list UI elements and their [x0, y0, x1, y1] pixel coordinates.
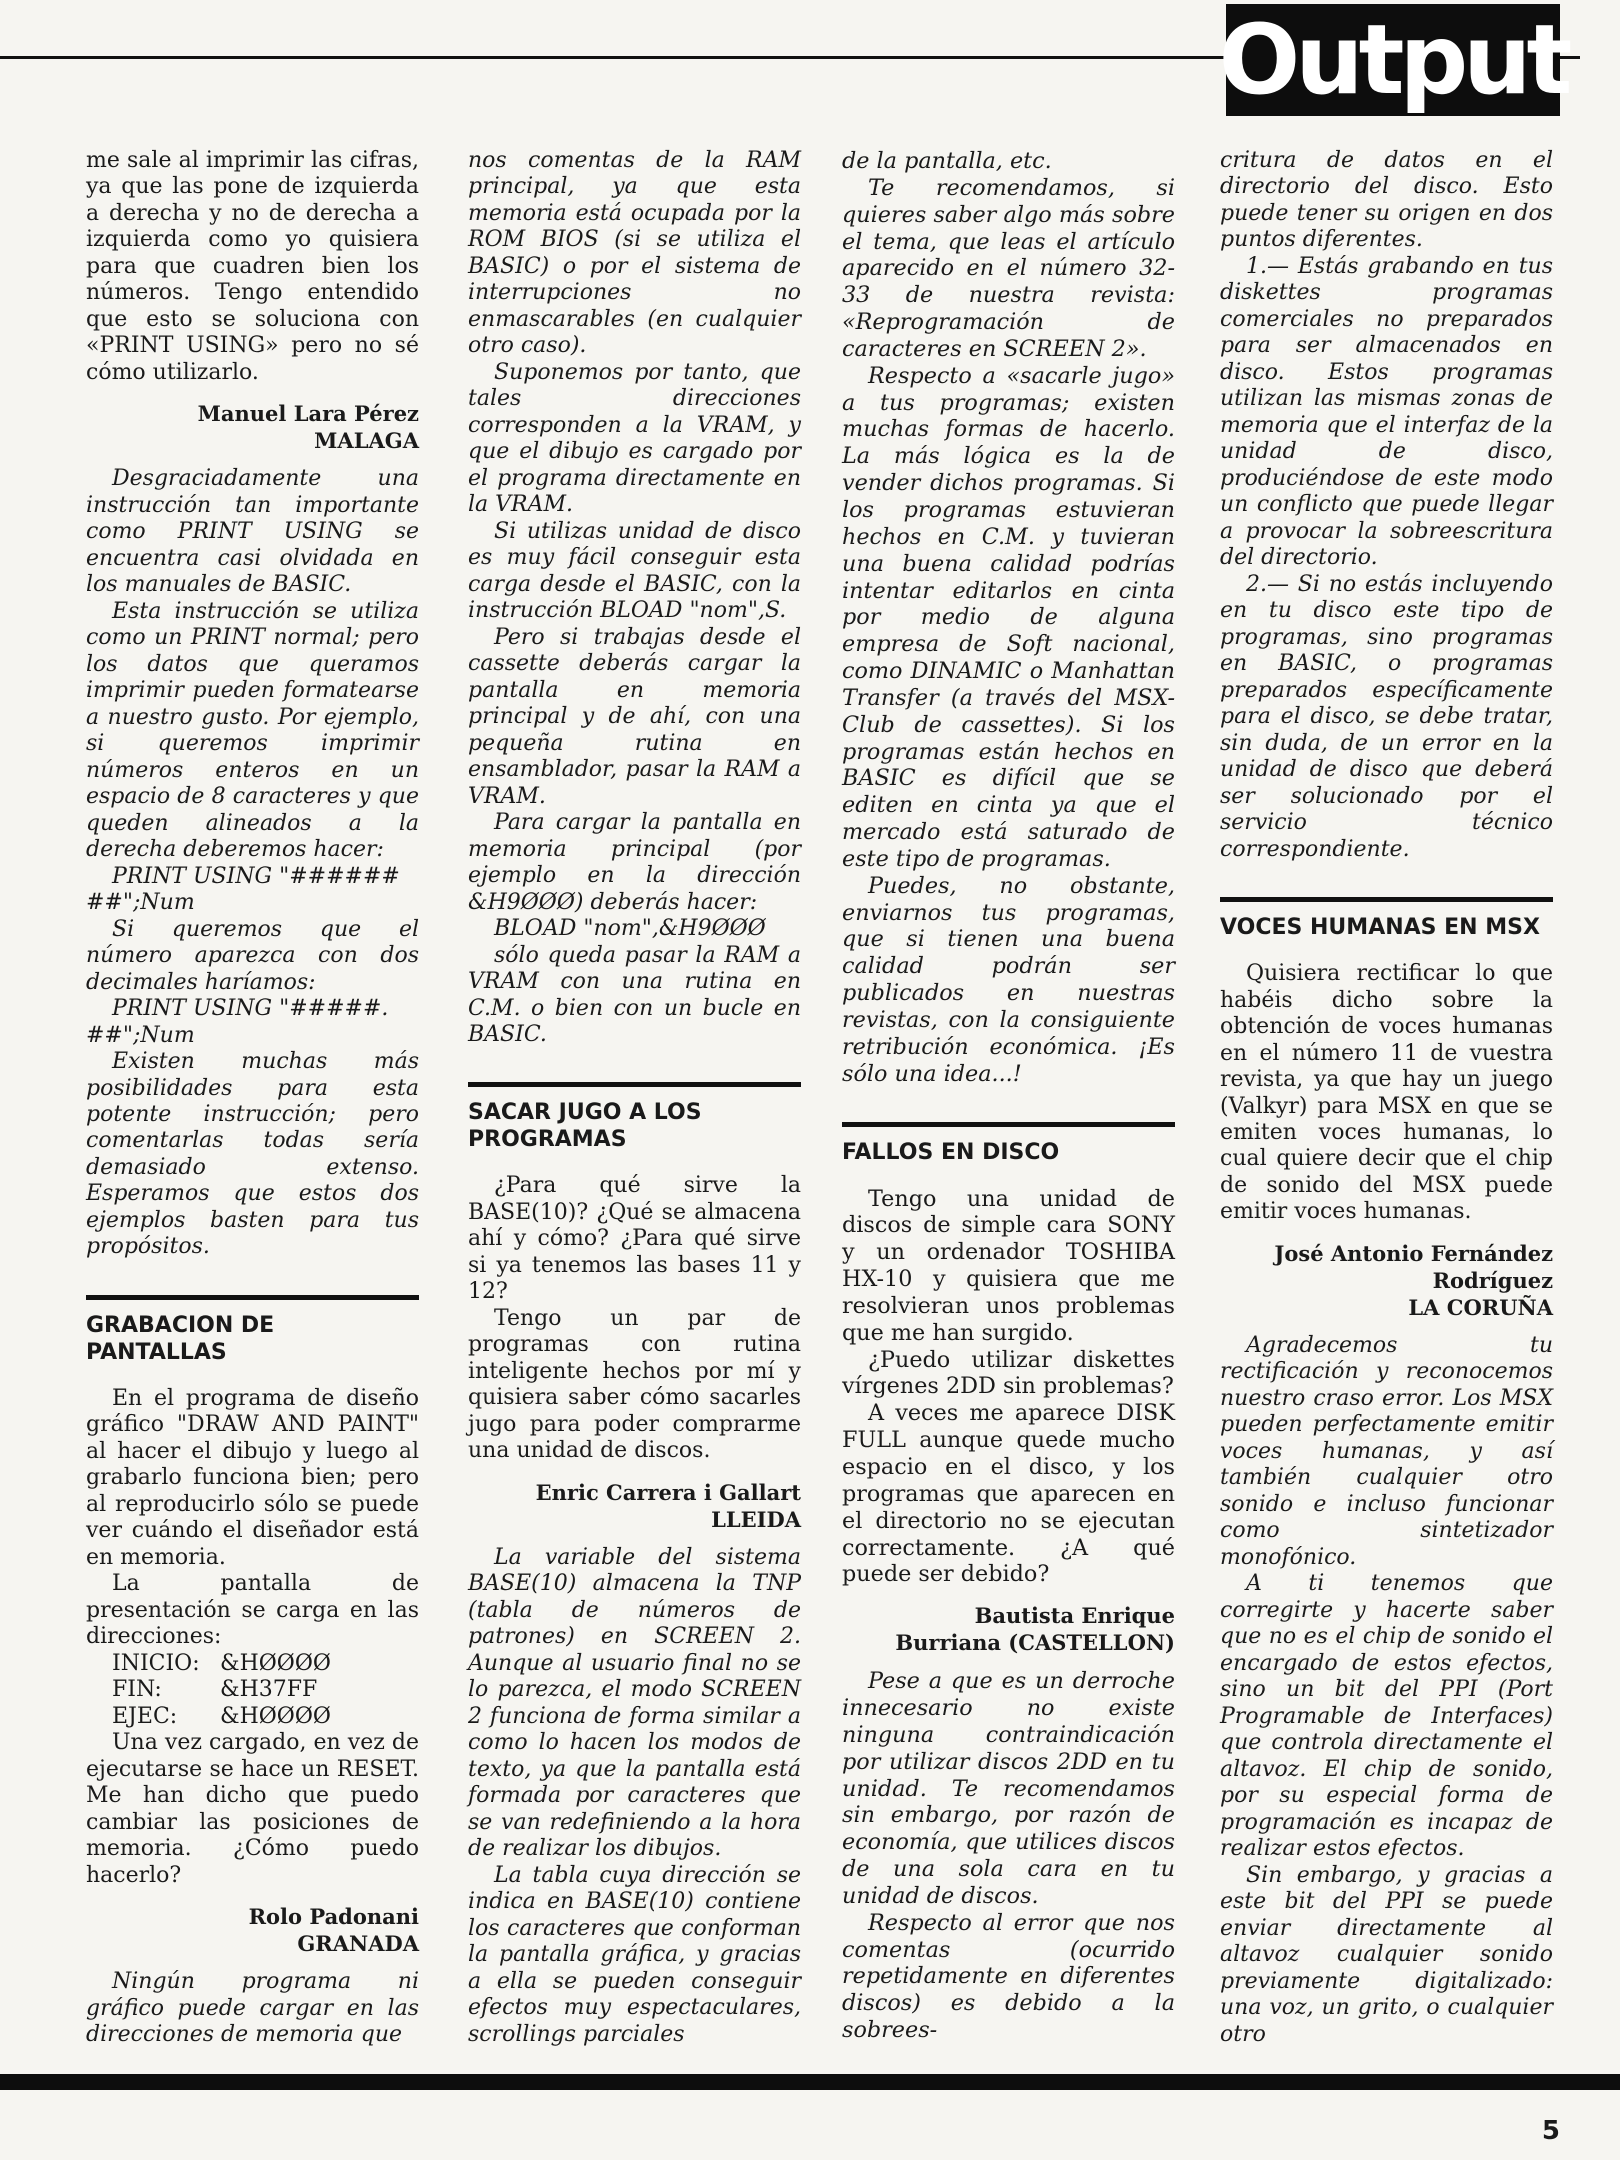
address-value: &HØØØØ: [220, 1650, 331, 1676]
column-3: [842, 148, 1175, 2044]
section-heading: VOCES HUMANAS EN MSX: [1220, 915, 1540, 941]
letter-text: Una vez cargado, en vez de ejecutarse se hace un RESET. Me han dicho que puedo cambiar las posiciones de memoria. ¿Cómo puedo hacerlo?: [86, 1730, 419, 1888]
reply-text: critura de datos en el directorio del disco. Esto puede tener su origen en dos puntos diferentes.: [1220, 148, 1553, 253]
reply-text: Ningún programa ni gráfico puede cargar en las direcciones de memoria que: [86, 1969, 419, 2048]
section-heading: GRABACION DE PANTALLAS: [86, 1312, 275, 1365]
reply-text: A ti tenemos que corregirte y hacerte saber que no es el chip de sonido el encargado de estos efectos, sino un bit del PPI (Port Programable de Interfaces) que controla directamente el altavoz. El chip de sonido, por su especial forma de programación es incapaz de realizar estos efectos.: [1220, 1571, 1553, 1862]
signature-name: Enric Carrera i Gallart: [535, 1479, 801, 1505]
page-number: 5: [1541, 2116, 1560, 2146]
signature: [842, 1602, 1175, 1656]
signature-name: Rolo Padonani: [248, 1904, 419, 1930]
section-heading: SACAR JUGO A LOS PROGRAMAS: [468, 1100, 702, 1153]
signature: [86, 400, 419, 454]
code-line: PRINT USING "######: [112, 863, 400, 889]
code-line: ##";Num: [86, 1022, 195, 1048]
column-4: [1220, 148, 1553, 2048]
letter-text: ¿Puedo utilizar diskettes vírgenes 2DD sin problemas?: [842, 1346, 1175, 1400]
section-divider: [468, 1082, 801, 1087]
letter-text: Tengo una unidad de discos de simple cara SONY y un ordenador TOSHIBA HX-10 y quisiera que me resolvieran unos problemas que me han surgido.: [842, 1185, 1175, 1346]
letter-text: Tengo un par de programas con rutina inteligente hechos por mí y quisiera saber cómo sacarles jugo para poder comprarme una unidad de discos.: [468, 1305, 801, 1464]
signature-city: MALAGA: [314, 428, 419, 454]
code-line: PRINT USING "#####.: [112, 996, 389, 1022]
letter-text: A veces me aparece DISK FULL aunque quede mucho espacio en el disco, y los programas que aparecen en el directorio no se ejecutan correctamente. ¿A qué puede ser debido?: [842, 1400, 1175, 1588]
section-divider: [842, 1122, 1175, 1127]
reply-text: Sin embargo, y gracias a este bit del PPI se puede enviar directamente al altavoz cualquier sonido previamente digitalizado: una voz, un grito, o cualquier otro: [1220, 1862, 1553, 2047]
reply-text: Pero si trabajas desde el cassette deberás cargar la pantalla en memoria principal y de ahí, con una pequeña rutina en ensamblador, pasar la RAM a VRAM.: [468, 624, 801, 809]
reply-text: Suponemos por tanto, que tales direcciones corresponden a la VRAM, y que el dibujo es cargado por el programa directamente en la VRAM.: [468, 359, 801, 518]
letter-text: La pantalla de presentación se carga en las direcciones:: [86, 1571, 419, 1650]
reply-text: La variable del sistema BASE(10) almacena la TNP (tabla de números de patrones) en SCREEN 2. Aunque al usuario final no se lo parezca, el modo SCREEN 2 funciona de forma similar a como lo hacen los modos de texto, ya que la pantalla está formada por caracteres que se van redefiniendo a la hora de realizar los dibujos.: [468, 1544, 801, 1862]
reply-text: Te recomendamos, si quieres saber algo más sobre el tema, que leas el artículo aparecido en el número 32-33 de nuestra revista: «Reprogramación de caracteres en SCREEN 2».: [842, 174, 1175, 362]
address-label: INICIO:: [112, 1650, 200, 1676]
address-table: [112, 1651, 419, 1730]
section-logo: [1218, 4, 1568, 116]
reply-text: Si utilizas unidad de disco es muy fácil conseguir esta carga desde el BASIC, con la instrucción BLOAD "nom",S.: [468, 518, 801, 624]
reply-text: Pese a que es un derroche innecesario no existe ninguna contraindicación por utilizar discos 2DD en tu unidad. Te recomendamos sin embargo, por razón de economía, que utilices discos de una sola cara en tu unidad de discos.: [842, 1668, 1175, 1909]
reply-text: Agradecemos tu rectificación y reconocemos nuestro craso error. Los MSX pueden perfectamente emitir voces humanas, y así también cualquier otro sonido e incluso funcionar como sintetizador monofónico.: [1220, 1332, 1553, 1570]
reply-text: Puedes, no obstante, enviarnos tus programas, que si tienen una buena calidad podrán ser publicados en nuestras revistas, con la consiguiente retribución económica. ¡Es sólo una idea...!: [842, 872, 1175, 1087]
reply-text: Respecto a «sacarle jugo» a tus programas; existen muchas formas de hacerlo. La más lógica es la de vender dichos programas. Si los programas estuvieran hechos en C.M. y tuvieran una buena calidad podrías intentar editarlos en cinta por medio de alguna empresa de Soft nacional, como DINAMIC o Manhattan Transfer (a través del MSX-Club de cassettes). Si los programas están hechos en BASIC es difícil que se editen en cinta ya que el mercado está saturado de este tipo de programas.: [842, 362, 1175, 872]
reply-text: Esta instrucción se utiliza como un PRINT normal; pero los datos que queramos imprimir pueden formatearse a nuestro gusto. Por ejemplo, si queremos imprimir números enteros en un espacio de 8 caracteres y que queden alineados a la derecha deberemos hacer:: [86, 598, 419, 863]
reply-text: sólo queda pasar la RAM a VRAM con una rutina en C.M. o bien con un bucle en BASIC.: [468, 942, 801, 1047]
address-label: EJEC:: [112, 1703, 178, 1729]
signature-city: Burriana (CASTELLON): [895, 1630, 1175, 1656]
signature: [468, 1479, 801, 1533]
signature: [86, 1903, 419, 1957]
reply-text: 1.— Estás grabando en tus diskettes programas comerciales no preparados para ser almacenados en disco. Estos programas utilizan las mismas zonas de memoria que el interfaz de la unidad de disco, produciéndose de este modo un conflicto que puede llegar a provocar la sobreescritura del directorio.: [1220, 253, 1553, 571]
section-title: Output: [1218, 4, 1568, 116]
letter-text: Quisiera rectificar lo que habéis dicho sobre la obtención de voces humanas en el número 11 de vuestra revista, ya que hay un juego (Valkyr) para MSX en que se emiten voces humanas, lo cual quiere decir que el chip de sonido del MSX puede emitir voces humanas.: [1220, 961, 1553, 1225]
signature-name: José Antonio Fernández: [1274, 1240, 1553, 1266]
signature: [1220, 1240, 1553, 1321]
bottom-rule: [0, 2074, 1620, 2090]
letter-text: me sale al imprimir las cifras, ya que las pone de izquierda a derecha y no de derecha a izquierda como yo quisiera para que cuadren bien los números. Tengo entendido que esto se soluciona con «PRINT USING» pero no sé cómo utilizarlo.: [86, 148, 419, 385]
section-heading: FALLOS EN DISCO: [842, 1139, 1060, 1165]
section-divider: [1220, 897, 1553, 902]
code-line: ##";Num: [86, 890, 195, 916]
signature-name: Manuel Lara Pérez: [197, 401, 419, 427]
reply-text: Existen muchas más posibilidades para esta potente instrucción; pero comentarlas todas sería demasiado extenso. Esperamos que estos dos ejemplos basten para tus propósitos.: [86, 1049, 419, 1260]
signature-name: Bautista Enrique: [974, 1603, 1175, 1629]
column-1: [86, 148, 419, 2049]
reply-text: 2.— Si no estás incluyendo en tu disco este tipo de programas, sino programas en BASIC, o programas preparados específicamente para el disco, se debe tratar, sin duda, de un error en la unidad de disco que deberá ser solucionado por el servicio técnico correspondiente.: [1220, 571, 1553, 862]
reply-text: La tabla cuya dirección se indica en BASE(10) contiene los caracteres que conforman la pantalla gráfica, y gracias a ella se pueden conseguir efectos muy espectaculares, scrollings parciales: [468, 1862, 801, 2047]
reply-text: de la pantalla, etc.: [842, 148, 1052, 174]
letter-text: ¿Para qué sirve la BASE(10)? ¿Qué se almacena ahí y cómo? ¿Para qué sirve si ya tenemos las bases 11 y 12?: [468, 1173, 801, 1305]
reply-text: Si queremos que el número aparezca con dos decimales haríamos:: [86, 916, 419, 995]
signature-city: LA CORUÑA: [1408, 1294, 1553, 1320]
section-divider: [86, 1295, 419, 1300]
letter-text: En el programa de diseño gráfico "DRAW AND PAINT" al hacer el dibujo y luego al grabarlo funciona bien; pero al reproducirlo sólo se puede ver cuándo el diseñador está en memoria.: [86, 1385, 419, 1570]
column-2: [468, 148, 801, 2048]
address-value: &H37FF: [220, 1677, 318, 1703]
address-label: FIN:: [112, 1677, 162, 1703]
reply-text: nos comentas de la RAM principal, ya que esta memoria está ocupada por la ROM BIOS (si se utiliza el BASIC) o por el sistema de interrupciones no enmascarables (en cualquier otro caso).: [468, 148, 801, 359]
reply-text: Respecto al error que nos comentas (ocurrido repetidamente en diferentes discos) es debido a la sobrees-: [842, 1909, 1175, 2044]
signature-name: Rodríguez: [1432, 1267, 1553, 1293]
reply-text: Para cargar la pantalla en memoria principal (por ejemplo en la dirección &H9ØØØ) deberás hacer:: [468, 810, 801, 915]
code-line: BLOAD "nom",&H9ØØØ: [494, 916, 766, 942]
signature-city: GRANADA: [297, 1931, 419, 1957]
signature-city: LLEIDA: [711, 1506, 801, 1532]
address-value: &HØØØØ: [220, 1703, 331, 1729]
reply-text: Desgraciadamente una instrucción tan importante como PRINT USING se encuentra casi olvidada en los manuales de BASIC.: [86, 466, 419, 598]
